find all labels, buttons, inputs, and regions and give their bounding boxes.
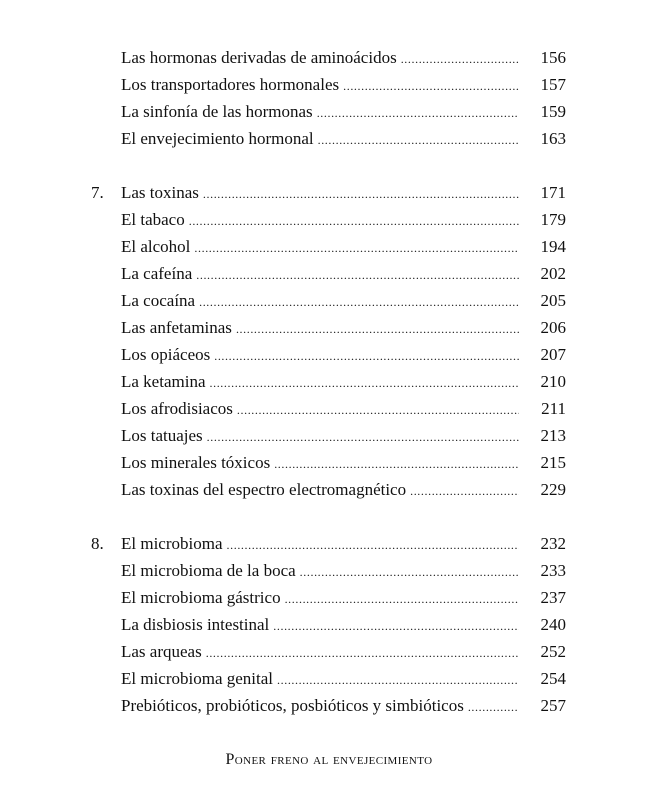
dot-leader — [300, 559, 519, 586]
toc-entry — [0, 125, 658, 152]
toc-entry-line — [121, 530, 519, 559]
toc-entry-line — [121, 476, 519, 505]
toc-entry — [0, 71, 658, 98]
dot-leader — [410, 478, 519, 505]
page-number: 159 — [540, 102, 566, 121]
toc-entry-line — [121, 422, 519, 451]
page-number: 179 — [540, 210, 566, 229]
page-number: 237 — [540, 588, 566, 607]
toc-entry — [0, 422, 658, 449]
dot-leader — [468, 694, 519, 721]
toc-entry — [0, 611, 658, 638]
entry-title: Las toxinas del espectro electromagnético — [121, 480, 407, 499]
toc-entry-line — [121, 179, 519, 208]
dot-leader — [207, 424, 519, 451]
toc-section — [0, 44, 658, 152]
section-gap — [0, 503, 658, 530]
toc-entry-line — [121, 584, 519, 613]
toc-entry-line — [121, 314, 519, 343]
toc-entry-line — [121, 557, 519, 586]
toc-entry — [0, 692, 658, 719]
dot-leader — [274, 451, 519, 478]
entry-title: La cocaína — [121, 291, 196, 310]
dot-leader — [343, 73, 519, 100]
dot-leader — [214, 343, 519, 370]
toc-entry-line — [121, 395, 519, 424]
page-number: 252 — [540, 642, 566, 661]
dot-leader — [317, 100, 519, 127]
entry-title: La cafeína — [121, 264, 193, 283]
entry-title: El envejecimiento hormonal — [121, 129, 314, 148]
entry-title: El microbioma — [121, 534, 223, 553]
entry-title: La sinfonía de las hormonas — [121, 102, 313, 121]
toc-entry — [0, 368, 658, 395]
entry-title: Las anfetaminas — [121, 318, 232, 337]
dot-leader — [273, 613, 519, 640]
entry-title: Las toxinas — [121, 183, 199, 202]
entry-title: La disbiosis intestinal — [121, 615, 270, 634]
page-number: 213 — [540, 426, 566, 445]
toc-entry — [0, 44, 658, 71]
toc-entry-line — [121, 44, 519, 73]
toc-entry — [0, 557, 658, 584]
toc-entry — [0, 314, 658, 341]
entry-title: Los minerales tóxicos — [121, 453, 271, 472]
toc-entry — [0, 665, 658, 692]
toc-entry — [0, 260, 658, 287]
toc-entry — [0, 395, 658, 422]
page-number: 229 — [540, 480, 566, 499]
dot-leader — [285, 586, 519, 613]
entry-title: El microbioma genital — [121, 669, 274, 688]
dot-leader — [199, 289, 519, 316]
chapter-number: 7. — [91, 183, 104, 202]
entry-title: Las arqueas — [121, 642, 202, 661]
toc-entry — [0, 584, 658, 611]
entry-title: El microbioma de la boca — [121, 561, 296, 580]
toc-section — [0, 179, 658, 503]
entry-title: Los afrodisiacos — [121, 399, 233, 418]
toc-entry-line — [121, 341, 519, 370]
toc-entry-line — [121, 287, 519, 316]
toc-entry-line — [121, 71, 519, 100]
toc-entry — [0, 206, 658, 233]
toc-entry — [0, 341, 658, 368]
toc-entry-line — [121, 98, 519, 127]
page-number: 206 — [540, 318, 566, 337]
dot-leader — [401, 46, 519, 73]
page-number: 194 — [540, 237, 566, 256]
dot-leader — [206, 640, 519, 667]
toc-entry-line — [121, 125, 519, 154]
toc-entry — [0, 638, 658, 665]
toc-entry-line — [121, 260, 519, 289]
chapter-number: 8. — [91, 534, 104, 553]
entry-title: El alcohol — [121, 237, 191, 256]
running-footer: Poner freno al envejecimiento — [225, 751, 433, 768]
toc-entry-line — [121, 638, 519, 667]
dot-leader — [189, 208, 519, 235]
toc-entry — [0, 476, 658, 503]
dot-leader — [236, 316, 519, 343]
toc-entry — [0, 233, 658, 260]
dot-leader — [194, 235, 519, 262]
toc-entry — [0, 179, 658, 206]
page-number: 156 — [540, 48, 566, 67]
dot-leader — [196, 262, 519, 289]
entry-title: El tabaco — [121, 210, 185, 229]
page-number: 171 — [540, 183, 566, 202]
toc-entry — [0, 287, 658, 314]
toc-entry-line — [121, 233, 519, 262]
entry-title: La ketamina — [121, 372, 206, 391]
page-number: 202 — [540, 264, 566, 283]
page-number: 215 — [540, 453, 566, 472]
page-number: 205 — [540, 291, 566, 310]
section-gap — [0, 152, 658, 179]
page-number: 157 — [540, 75, 566, 94]
toc-entry-line — [121, 368, 519, 397]
entry-title: El microbioma gástrico — [121, 588, 281, 607]
toc-entry-line — [121, 692, 519, 721]
dot-leader — [318, 127, 519, 154]
dot-leader — [210, 370, 520, 397]
entry-title: Prebióticos, probióticos, posbióticos y simbióticos — [121, 696, 464, 715]
entry-title: Las hormonas derivadas de aminoácidos — [121, 48, 397, 67]
page-number: 254 — [540, 669, 566, 688]
page-number: 233 — [540, 561, 566, 580]
toc-entry — [0, 98, 658, 125]
toc-entry-line — [121, 665, 519, 694]
page-number: 211 — [541, 399, 566, 418]
dot-leader — [277, 667, 519, 694]
table-of-contents — [0, 44, 658, 719]
page-number: 207 — [540, 345, 566, 364]
page-number: 210 — [540, 372, 566, 391]
dot-leader — [203, 181, 519, 208]
page-number: 232 — [540, 534, 566, 553]
entry-title: Los tatuajes — [121, 426, 203, 445]
page-number: 163 — [540, 129, 566, 148]
toc-entry-line — [121, 206, 519, 235]
page-number: 240 — [540, 615, 566, 634]
entry-title: Los opiáceos — [121, 345, 211, 364]
toc-entry-line — [121, 611, 519, 640]
toc-section — [0, 530, 658, 719]
toc-entry-line — [121, 449, 519, 478]
toc-entry — [0, 530, 658, 557]
page-number: 257 — [540, 696, 566, 715]
toc-entry — [0, 449, 658, 476]
dot-leader — [227, 532, 519, 559]
dot-leader — [237, 397, 519, 424]
entry-title: Los transportadores hormonales — [121, 75, 340, 94]
